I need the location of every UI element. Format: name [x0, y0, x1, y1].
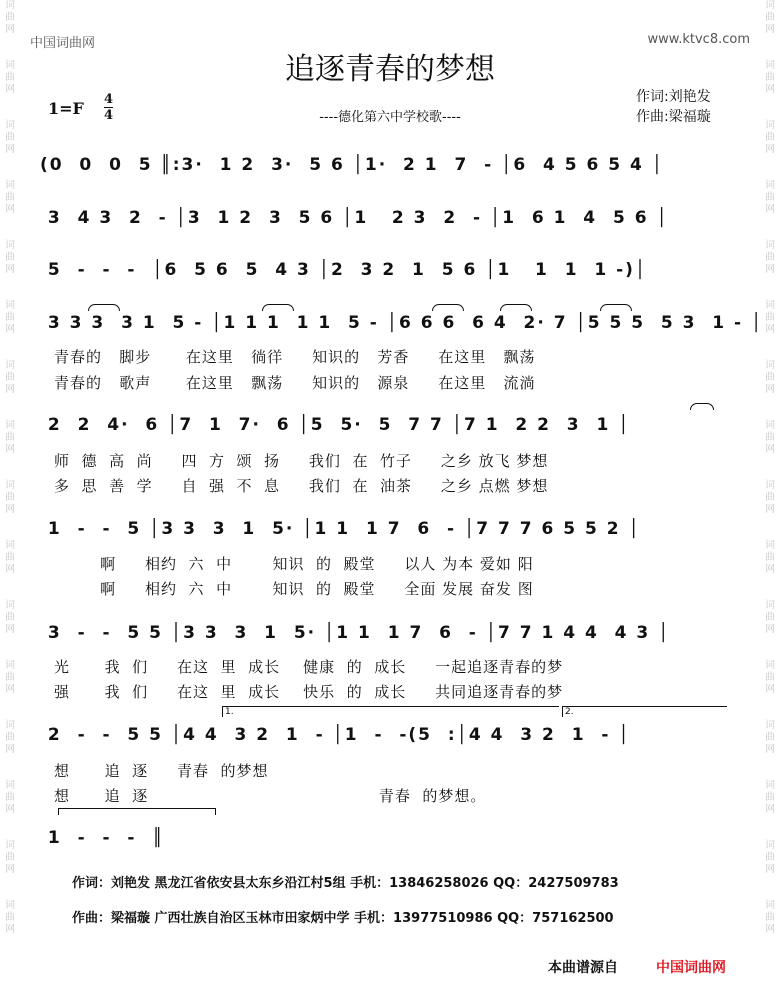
song-title: 追逐青春的梦想 [285, 52, 495, 87]
watermark-text: 词 曲 网 [765, 900, 775, 935]
lyric-cell: 一起追逐青春的梦 [435, 658, 564, 676]
watermark-text: 词 曲 网 [5, 840, 15, 875]
tie-mark [500, 304, 532, 311]
lyric-cell: 四 方 颂 扬 [181, 452, 281, 470]
lyric-cell: 知识 的 殿堂 [272, 555, 376, 573]
lyric-line-1a [54, 346, 734, 367]
score-line-9: 1 - - - ║ [40, 828, 165, 848]
lyric-cell: 青春的 歌声 [54, 374, 152, 392]
tie-mark [432, 304, 464, 311]
watermark-text: 词 曲 网 [765, 780, 775, 815]
lyric-cell: 在这 里 成长 [177, 683, 281, 701]
tie-mark [58, 808, 216, 815]
lyric-cell: 全面 发展 奋发 图 [404, 580, 534, 598]
time-signature-top: 4 [104, 92, 114, 107]
lyric-line-5b [54, 785, 734, 806]
tie-mark [690, 403, 714, 410]
lyric-cell: 知识 的 殿堂 [272, 580, 376, 598]
watermark-text: 词 曲 网 [765, 480, 775, 515]
watermark-text: 词 曲 网 [5, 720, 15, 755]
lyric-cell: 自 强 不 息 [181, 477, 281, 495]
lyric-cell: 在这 里 成长 [177, 658, 281, 676]
volta-first-ending: 1. [222, 706, 559, 717]
lyric-cell: 青春 的梦想。 [378, 787, 487, 805]
watermark-text: 词 曲 网 [5, 900, 15, 935]
composer-info: 作曲：梁福璇 广西壮族自治区玉林市田家炳中学 手机：13977510986 QQ：757162500 [72, 911, 614, 926]
lyric-cell: 我们 在 竹子 [308, 452, 412, 470]
watermark-text: 词 曲 网 [5, 300, 15, 335]
lyric-cell: 在这里 徜徉 [185, 348, 284, 366]
watermark-text: 词 曲 网 [5, 420, 15, 455]
lyric-cell: 多 思 善 学 [54, 477, 153, 495]
lyric-cell: 之乡 点燃 梦想 [440, 477, 549, 495]
watermark-text: 词 曲 网 [765, 720, 775, 755]
watermark-text: 词 曲 网 [765, 60, 775, 95]
composer-credit: 作曲:梁福璇 [636, 109, 711, 125]
score-line-4: 3 3 3 3 1 5 - │1 1 1 1 1 5 - │6 6 6 6 4 2· 7 │5 5 5 5 3 1 - │ [40, 313, 764, 333]
score-line-1: (0 0 0 5 ║:3· 1 2 3· 5 6 │1· 2 1 7 - │6 4 5 6 5 4 │ [40, 155, 664, 175]
watermark-text: 词 曲 网 [5, 660, 15, 695]
watermark-text: 词 曲 网 [5, 180, 15, 215]
lyric-cell: 相约 六 中 [145, 555, 233, 573]
left-watermark-strip [2, 0, 18, 1004]
lyric-cell: 强 我 们 [54, 683, 149, 701]
lyric-line-2b [54, 475, 734, 496]
lyric-cell: 啊 [54, 580, 117, 598]
watermark-text: 词 曲 网 [765, 540, 775, 575]
lyric-line-3b [54, 578, 734, 599]
lyric-line-5a [54, 760, 734, 781]
score-line-6: 1 - - 5 │3 3 3 1 5· │1 1 1 7 6 - │7 7 7 6 5 5 2 │ [40, 519, 641, 539]
lyricist-credit: 作词:刘艳发 [636, 89, 711, 105]
score-line-8: 2 - - 5 5 │4 4 3 2 1 - │1 - -(5 :│4 4 3 2 1 - │ [40, 725, 631, 745]
source-label: 本曲谱源自 [548, 960, 618, 976]
source-site-link[interactable]: 中国词曲网 [656, 960, 726, 976]
watermark-text: 词 曲 网 [765, 180, 775, 215]
tie-mark [262, 304, 294, 311]
lyric-cell: 以人 为本 爱如 阳 [404, 555, 534, 573]
watermark-text: 词 曲 网 [765, 420, 775, 455]
lyric-cell: 知识的 芳香 [312, 348, 410, 366]
key-signature: 1=F [48, 99, 84, 118]
lyric-cell: 青春的 脚步 [54, 348, 152, 366]
watermark-text: 词 曲 网 [765, 300, 775, 335]
lyric-cell: 青春 的梦想 [177, 762, 269, 780]
subtitle: ----德化第六中学校歌---- [319, 110, 461, 125]
lyric-cell: 知识的 源泉 [312, 374, 410, 392]
lyric-cell: 想 追 逐 [54, 762, 149, 780]
lyric-cell: 想 追 逐 [54, 787, 149, 805]
watermark-text: 词 曲 网 [765, 660, 775, 695]
lyricist-info: 作词：刘艳发 黑龙江省依安县太东乡沿江村5组 手机：13846258026 QQ：2427509783 [72, 876, 619, 891]
site-name-left: 中国词曲网 [30, 36, 96, 51]
lyric-cell: 师 德 高 尚 [54, 452, 153, 470]
lyric-cell: 在这里 流淌 [438, 374, 536, 392]
watermark-text: 词 曲 网 [5, 480, 15, 515]
watermark-text: 词 曲 网 [5, 0, 15, 35]
watermark-text: 词 曲 网 [765, 360, 775, 395]
score-line-2: 3 4 3 2 - │3 1 2 3 5 6 │1 2 3 2 - │1 6 1 4 5 6 │ [40, 208, 669, 228]
tie-mark [88, 304, 120, 311]
watermark-text: 词 曲 网 [765, 240, 775, 275]
volta-second-ending: 2. [562, 706, 727, 717]
watermark-text: 词 曲 网 [5, 540, 15, 575]
lyric-cell: 快乐 的 成长 [303, 683, 407, 701]
watermark-text: 词 曲 网 [765, 840, 775, 875]
site-url-right: www.ktvc8.com [647, 32, 750, 47]
lyric-line-1b [54, 372, 734, 393]
lyric-cell: 之乡 放飞 梦想 [440, 452, 549, 470]
lyric-cell: 啊 [54, 555, 117, 573]
lyric-cell: 共同追逐青春的梦 [435, 683, 564, 701]
watermark-text: 词 曲 网 [5, 240, 15, 275]
watermark-text: 词 曲 网 [5, 360, 15, 395]
lyric-line-4b [54, 681, 734, 702]
lyric-line-3a [54, 553, 734, 574]
watermark-text: 词 曲 网 [5, 60, 15, 95]
lyric-cell: 在这里 飘荡 [438, 348, 536, 366]
lyric-cell: 我们 在 油茶 [308, 477, 412, 495]
lyric-line-2a [54, 450, 734, 471]
lyric-cell: 光 我 们 [54, 658, 149, 676]
tie-mark [600, 304, 632, 311]
score-line-3: 5 - - - │6 5 6 5 4 3 │2 3 2 1 5 6 │1 1 1 1 -)│ [40, 260, 648, 280]
watermark-text: 词 曲 网 [5, 780, 15, 815]
watermark-text: 词 曲 网 [765, 600, 775, 635]
lyric-cell: 相约 六 中 [145, 580, 233, 598]
lyric-line-4a [54, 656, 734, 677]
watermark-text: 词 曲 网 [5, 120, 15, 155]
watermark-text: 词 曲 网 [765, 120, 775, 155]
watermark-text: 词 曲 网 [5, 600, 15, 635]
lyric-cell: 在这里 飘荡 [185, 374, 284, 392]
right-watermark-strip [762, 0, 778, 1004]
score-line-5: 2 2 4· 6 │7 1 7· 6 │5 5· 5 7 7 │7 1 2 2 3 1 │ [40, 415, 631, 435]
lyric-cell: 健康 的 成长 [303, 658, 407, 676]
time-signature-bottom: 4 [104, 108, 114, 123]
score-line-7: 3 - - 5 5 │3 3 3 1 5· │1 1 1 7 6 - │7 7 1 4 4 4 3 │ [40, 623, 671, 643]
watermark-text: 词 曲 网 [765, 0, 775, 35]
